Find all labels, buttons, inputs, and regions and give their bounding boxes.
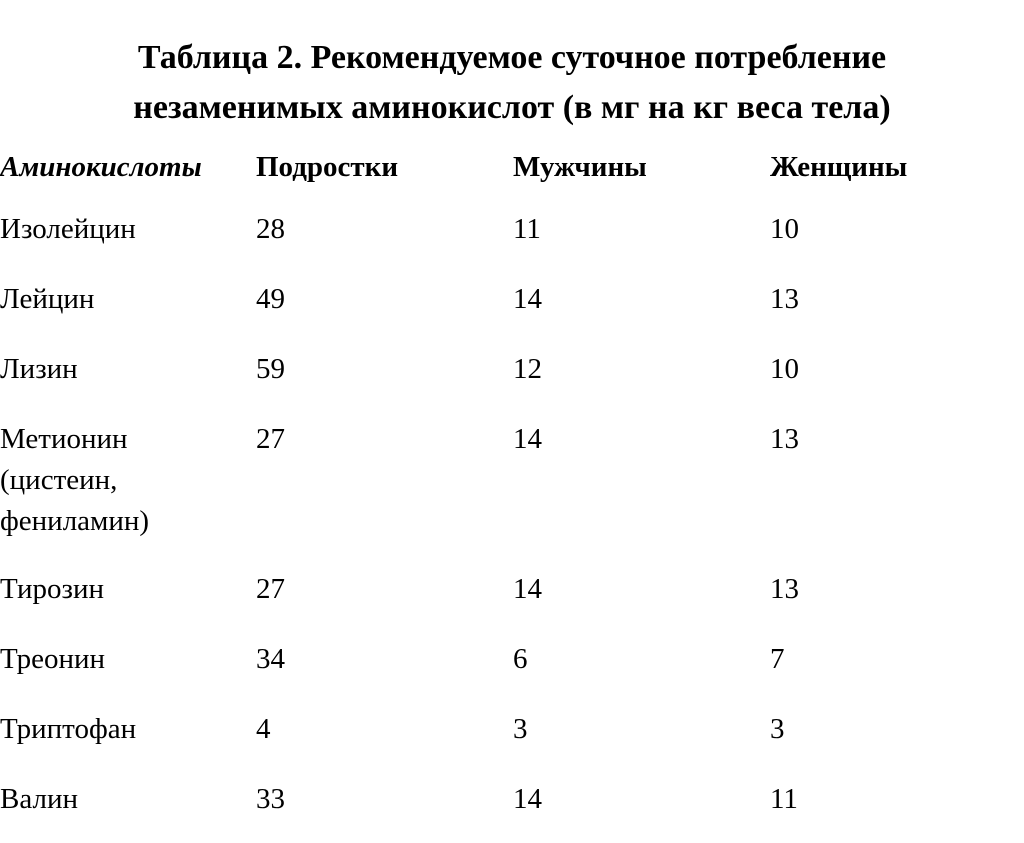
women-value: 3 — [770, 713, 785, 745]
women-value: 7 — [770, 643, 785, 675]
men-value: 14 — [513, 573, 542, 605]
men-value: 14 — [513, 423, 542, 455]
amino-acid-name: Лизин — [0, 353, 78, 385]
teens-value: 59 — [256, 353, 285, 385]
table-row — [0, 413, 1024, 563]
table-header-row — [0, 140, 1024, 203]
amino-acid-name: Триптофан — [0, 713, 137, 745]
teens-value: 4 — [256, 713, 271, 745]
column-header-amino-acids: Аминокислоты — [0, 151, 202, 183]
teens-value: 33 — [256, 783, 285, 815]
column-header-teens: Подростки — [256, 151, 399, 183]
men-value: 14 — [513, 283, 542, 315]
women-value: 10 — [770, 353, 799, 385]
women-value: 13 — [770, 283, 799, 315]
table-row — [0, 563, 1024, 633]
men-value: 3 — [513, 713, 528, 745]
amino-acid-name: Изолейцин — [0, 213, 136, 245]
teens-value: 34 — [256, 643, 285, 675]
amino-acid-name: Треонин — [0, 643, 106, 675]
title-line-1: Таблица 2. Рекомендуемое суточное потребление — [137, 38, 887, 76]
women-value: 10 — [770, 213, 799, 245]
column-header-men: Мужчины — [513, 151, 647, 183]
amino-acid-name: Валин — [0, 783, 78, 815]
column-header-women: Женщины — [770, 151, 908, 183]
amino-acid-name-line: Метионин — [0, 423, 128, 455]
table-row — [0, 343, 1024, 413]
table-row — [0, 273, 1024, 343]
teens-value: 49 — [256, 283, 285, 315]
men-value: 14 — [513, 783, 542, 815]
teens-value: 27 — [256, 573, 285, 605]
table-row — [0, 633, 1024, 703]
table-row — [0, 203, 1024, 273]
table-row — [0, 703, 1024, 773]
amino-acid-name — [0, 413, 256, 563]
men-value: 12 — [513, 353, 542, 385]
teens-value: 27 — [256, 423, 285, 455]
amino-acid-name-line: фениламин) — [0, 505, 150, 537]
amino-acid-name-line: (цистеин, — [0, 464, 118, 496]
men-value: 6 — [513, 643, 528, 675]
women-value: 13 — [770, 423, 799, 455]
title-line-2: незаменимых аминокислот (в мг на кг веса тела) — [133, 88, 891, 126]
women-value: 13 — [770, 573, 799, 605]
amino-acid-table — [0, 140, 1024, 843]
amino-acid-name: Тирозин — [0, 573, 105, 605]
page-title — [0, 33, 1024, 133]
amino-acid-name: Лейцин — [0, 283, 95, 315]
women-value: 11 — [770, 783, 798, 815]
teens-value: 28 — [256, 213, 285, 245]
table-row — [0, 773, 1024, 843]
men-value: 11 — [513, 213, 541, 245]
